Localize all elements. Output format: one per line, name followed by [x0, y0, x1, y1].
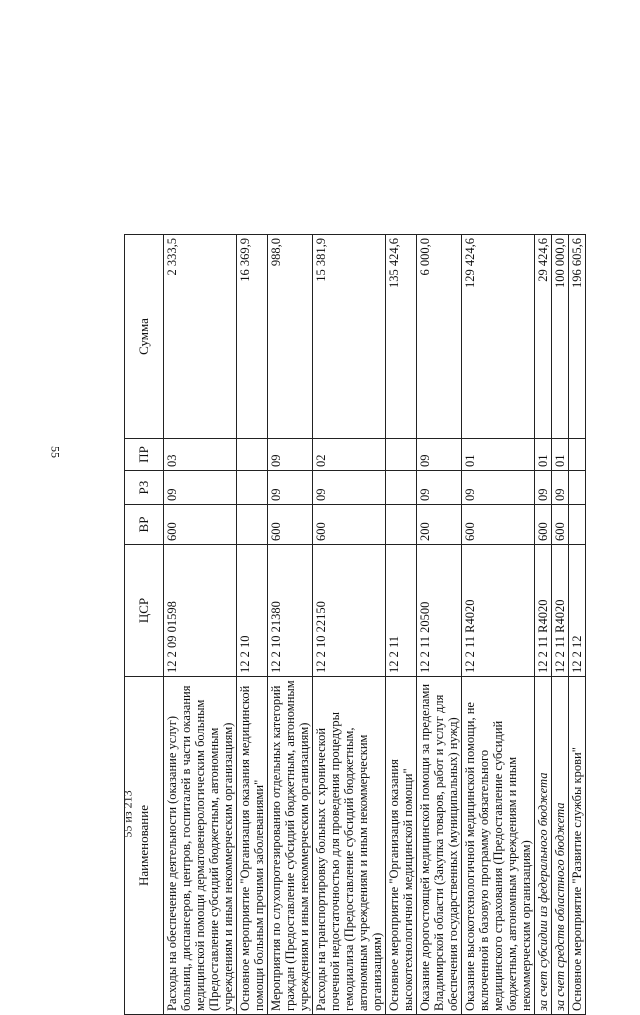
- cell-vr: [237, 505, 268, 545]
- cell-rz: 09: [535, 471, 552, 505]
- cell-csr: 12 2 10 22150: [313, 545, 386, 677]
- header-vr: ВР: [125, 505, 164, 545]
- cell-pr: [237, 439, 268, 471]
- cell-vr: [569, 505, 586, 545]
- header-name: Наименование: [125, 677, 164, 1015]
- cell-rz: [237, 471, 268, 505]
- table-row: [313, 235, 386, 1015]
- cell-name: Мероприятия по слухопротезированию отдельных категорий граждан (Предоставление субсидий бюджетным, автономным учреждениям и иным некоммерческим организациям): [268, 677, 313, 1015]
- cell-rz: 09: [417, 471, 462, 505]
- cell-rz: 09: [268, 471, 313, 505]
- cell-sum: 29 424,6: [535, 235, 552, 439]
- header-pr: ПР: [125, 439, 164, 471]
- cell-name: Оказание высокотехнологичной медицинской помощи, не включенной в базовую программу обязательного медицинского страхования (Предоставление субсидий бюджетным, автономным учреждениям и иным некоммерческим организациям): [462, 677, 535, 1015]
- cell-rz: [386, 471, 417, 505]
- page-footer: 55 из 213: [120, 790, 135, 838]
- cell-vr: 600: [268, 505, 313, 545]
- cell-pr: 01: [462, 439, 535, 471]
- cell-vr: 200: [417, 505, 462, 545]
- cell-name: Основное мероприятие "Организация оказания медицинской помощи больным прочими заболеваниями": [237, 677, 268, 1015]
- cell-vr: 600: [164, 505, 237, 545]
- table-row: [237, 235, 268, 1015]
- table-row: [268, 235, 313, 1015]
- cell-pr: 09: [417, 439, 462, 471]
- cell-name: Оказание дорогостоящей медицинской помощи за пределами Владимирской области (Закупка товаров, работ и услуг для обеспечения государственных (муниципальных) нужд): [417, 677, 462, 1015]
- cell-rz: [569, 471, 586, 505]
- cell-sum: 2 333,5: [164, 235, 237, 439]
- budget-table: [124, 234, 586, 1015]
- page-number: 55: [48, 446, 63, 458]
- table-row: [164, 235, 237, 1015]
- cell-pr: 09: [268, 439, 313, 471]
- header-csr: ЦСР: [125, 545, 164, 677]
- cell-name: Основное мероприятие "Развитие службы крови": [569, 677, 586, 1015]
- cell-csr: 12 2 11 20500: [417, 545, 462, 677]
- cell-rz: 09: [462, 471, 535, 505]
- cell-csr: 12 2 11: [386, 545, 417, 677]
- table-row: [569, 235, 586, 1015]
- cell-csr: 12 2 11 R4020: [552, 545, 569, 677]
- cell-sum: 196 605,6: [569, 235, 586, 439]
- cell-rz: 09: [313, 471, 386, 505]
- table-row: [462, 235, 535, 1015]
- cell-rz: 09: [164, 471, 237, 505]
- cell-sum: 988,0: [268, 235, 313, 439]
- cell-pr: 01: [552, 439, 569, 471]
- cell-csr: 12 2 12: [569, 545, 586, 677]
- cell-vr: 600: [462, 505, 535, 545]
- cell-vr: 600: [535, 505, 552, 545]
- cell-sum: 6 000,0: [417, 235, 462, 439]
- cell-vr: [386, 505, 417, 545]
- cell-pr: [386, 439, 417, 471]
- cell-pr: 01: [535, 439, 552, 471]
- cell-rz: 09: [552, 471, 569, 505]
- cell-name: Основное мероприятие "Организация оказания высокотехнологичной медицинской помощи": [386, 677, 417, 1015]
- cell-csr: 12 2 11 R4020: [535, 545, 552, 677]
- table-row: [386, 235, 417, 1015]
- cell-sum: 16 369,9: [237, 235, 268, 439]
- cell-csr: 12 2 09 01598: [164, 545, 237, 677]
- cell-sum: 100 000,0: [552, 235, 569, 439]
- cell-pr: 03: [164, 439, 237, 471]
- cell-vr: 600: [313, 505, 386, 545]
- cell-name: Расходы на транспортировку больных с хронической почечной недостаточностью для проведения процедуры гемодиализа (Предоставление субсидий бюджетным, автономным учреждениям и иным некоммерческим организациям): [313, 677, 386, 1015]
- cell-pr: [569, 439, 586, 471]
- header-rz: РЗ: [125, 471, 164, 505]
- cell-vr: 600: [552, 505, 569, 545]
- cell-pr: 02: [313, 439, 386, 471]
- cell-sum: 135 424,6: [386, 235, 417, 439]
- header-row: [125, 235, 164, 1015]
- budget-table-rotated: [124, 235, 602, 1015]
- table-row: [417, 235, 462, 1015]
- cell-sum: 15 381,9: [313, 235, 386, 439]
- cell-name: за счет средств областного бюджета: [552, 677, 569, 1015]
- cell-name: за счет субсидии из федерального бюджета: [535, 677, 552, 1015]
- cell-csr: 12 2 11 R4020: [462, 545, 535, 677]
- cell-name: Расходы на обеспечение деятельности (оказание услуг) больниц, диспансеров, центров, госпиталей в части оказания медицинской помощи дерматовенерологическим больным (Предоставление субсидий бюджетным, автономным учреждениям и иным некоммерческим организациям): [164, 677, 237, 1015]
- cell-sum: 129 424,6: [462, 235, 535, 439]
- cell-csr: 12 2 10 21380: [268, 545, 313, 677]
- table-row: [535, 235, 552, 1015]
- cell-csr: 12 2 10: [237, 545, 268, 677]
- header-sum: Сумма: [125, 235, 164, 439]
- table-row: [552, 235, 569, 1015]
